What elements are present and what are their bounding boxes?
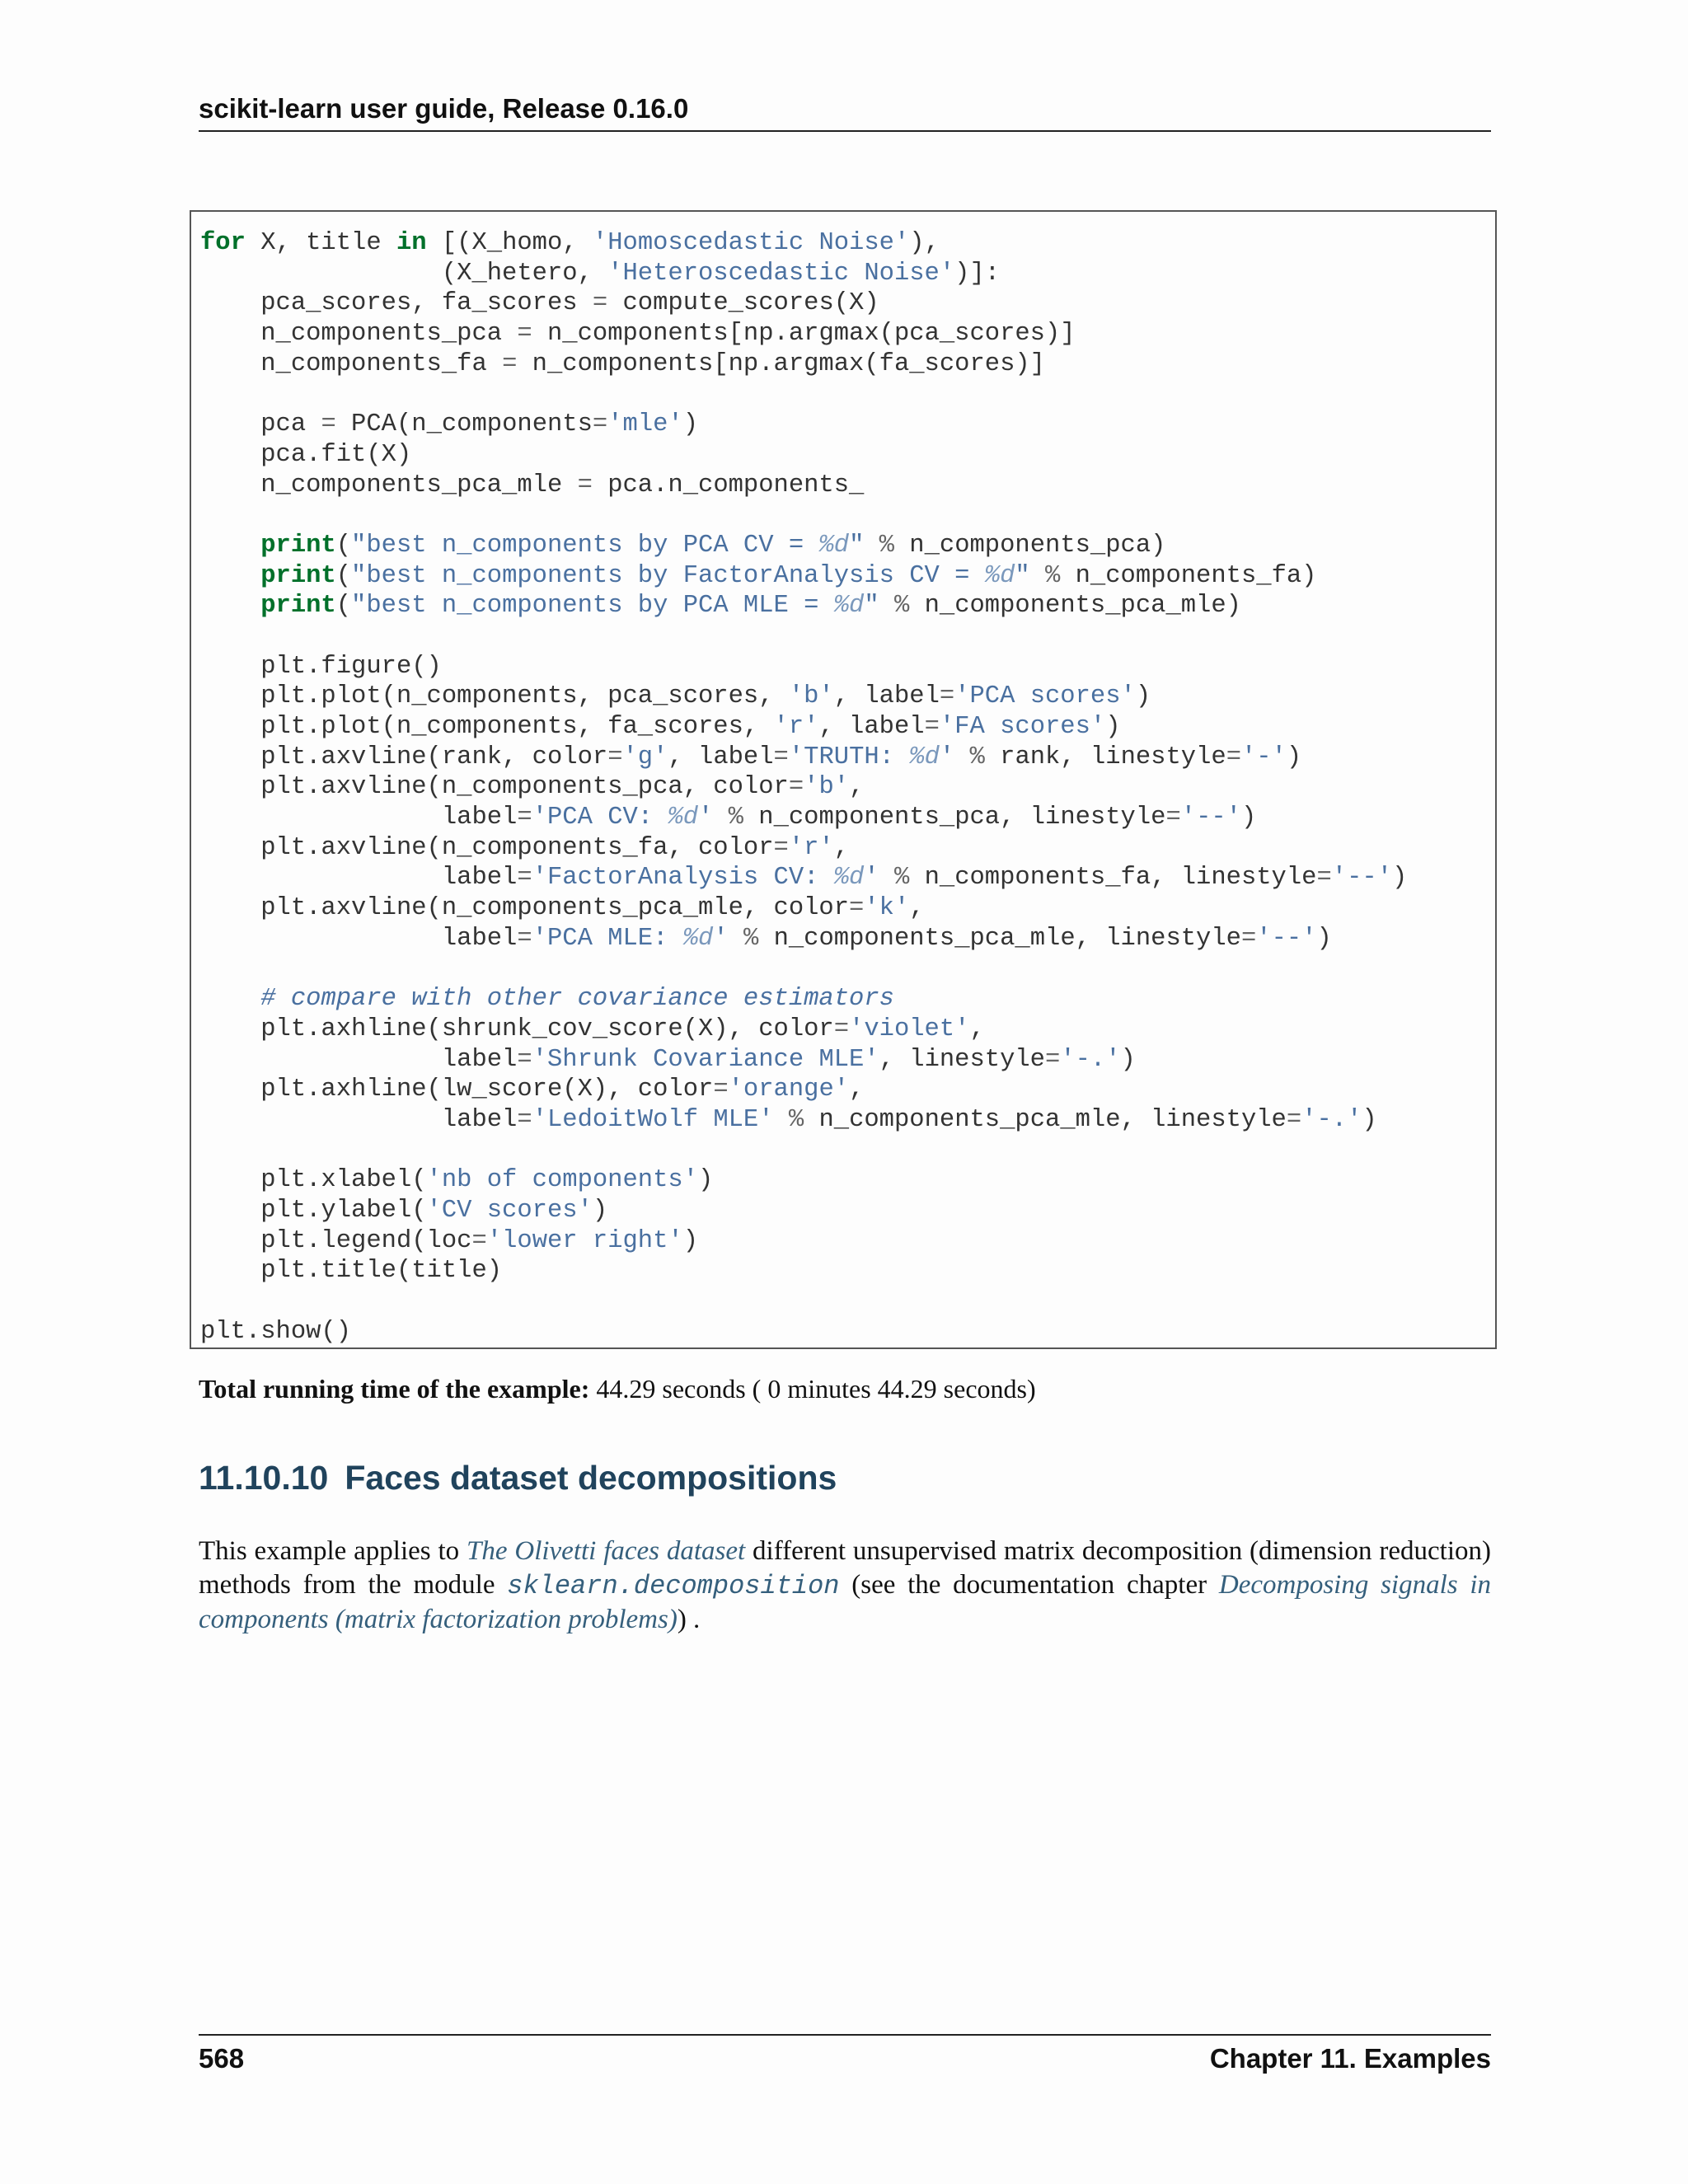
code-operator: = — [1316, 864, 1332, 893]
code-text — [200, 562, 260, 590]
code-string: "best n_components by PCA MLE = — [351, 592, 834, 621]
code-string: ' — [698, 804, 714, 832]
code-text: n_components_pca, linestyle — [758, 804, 1166, 832]
code-text: ) — [592, 1197, 608, 1225]
section-heading — [199, 1457, 1491, 1498]
code-text: pca_scores, fa_scores — [200, 289, 593, 318]
code-operator: = — [788, 773, 804, 802]
code-line-23 — [200, 893, 1407, 924]
code-text: label — [200, 864, 518, 893]
code-string: "best n_components by PCA CV = — [351, 531, 819, 560]
code-line-blank — [200, 1286, 1407, 1317]
code-text: plt.axvline(n_components_pca, color — [200, 773, 789, 802]
code-operator: % — [954, 743, 1001, 771]
code-line-12 — [200, 561, 1407, 592]
code-string: " — [1015, 561, 1030, 590]
code-text: n_components_pca — [200, 320, 518, 349]
code-text: ( — [335, 592, 352, 621]
code-line-8 — [200, 440, 1407, 471]
code-format-spec: %d — [682, 924, 714, 953]
code-text: [(X_homo, — [426, 229, 593, 257]
code-text: plt.axhline(lw_score(X), color — [200, 1076, 714, 1104]
code-string: '--' — [1180, 804, 1241, 832]
section-title: Faces dataset decompositions — [345, 1459, 837, 1497]
code-line-11 — [200, 531, 1407, 561]
code-line-5 — [200, 349, 1407, 380]
code-string: 'PCA CV: — [532, 804, 668, 832]
code-keyword: for — [200, 229, 246, 257]
code-text: n_components_pca_mle — [200, 471, 578, 499]
running-time-value: 44.29 seconds ( 0 minutes 44.29 seconds) — [589, 1374, 1036, 1404]
code-string: 'k' — [864, 894, 910, 923]
code-format-spec: %d — [818, 531, 850, 560]
code-line-blank — [200, 954, 1407, 985]
code-text: pca — [200, 410, 321, 439]
code-line-blank — [200, 621, 1407, 652]
code-text: plt.axvline(n_components_fa, color — [200, 833, 774, 862]
code-line-34 — [200, 1226, 1407, 1257]
intro-paragraph — [199, 1535, 1491, 1637]
code-text: label — [200, 924, 518, 953]
code-text: ) — [698, 1166, 714, 1195]
code-line-24 — [200, 924, 1407, 954]
code-text: rank, linestyle — [1000, 743, 1226, 771]
code-operator: = — [517, 1105, 532, 1134]
page-number: 568 — [199, 2043, 245, 2074]
code-line-18 — [200, 743, 1407, 773]
code-line-16 — [200, 682, 1407, 712]
code-line-3 — [200, 288, 1407, 319]
code-string: ' — [939, 743, 955, 771]
code-text: plt.axvline(rank, color — [200, 743, 608, 771]
running-header: scikit-learn user guide, Release 0.16.0 — [199, 93, 689, 124]
code-operator: = — [502, 349, 518, 378]
code-format-spec: %d — [833, 592, 865, 621]
code-operator: = — [592, 289, 608, 318]
code-text: ( — [335, 531, 352, 560]
code-line-4 — [200, 319, 1407, 349]
code-listing — [200, 228, 1407, 1347]
code-line-blank — [200, 379, 1407, 410]
code-string: "best n_components by FactorAnalysis CV = — [351, 561, 985, 590]
code-string: 'violet' — [849, 1015, 970, 1043]
code-line-37 — [200, 1317, 1407, 1347]
code-operator: = — [1286, 1105, 1302, 1134]
code-text: n_components_fa) — [1075, 561, 1317, 590]
code-text: ) — [682, 410, 699, 439]
header-rule — [199, 130, 1491, 132]
code-text: compute_scores(X) — [607, 289, 879, 318]
code-text: , linestyle — [879, 1045, 1045, 1074]
code-text: ) — [1316, 924, 1332, 953]
code-line-15 — [200, 652, 1407, 682]
code-text: ), — [909, 229, 940, 257]
code-line-1 — [200, 228, 1407, 259]
code-text: ) — [1392, 864, 1408, 893]
code-line-blank — [200, 500, 1407, 531]
code-string: 'FA scores' — [939, 713, 1106, 741]
code-text: plt.plot(n_components, pca_scores, — [200, 682, 789, 711]
code-line-2 — [200, 259, 1407, 289]
code-operator: = — [773, 833, 789, 862]
code-string: 'Homoscedastic Noise' — [592, 229, 910, 257]
code-text: plt.axvline(n_components_pca_mle, color — [200, 894, 850, 923]
code-text: plt.figure() — [200, 652, 442, 681]
code-line-21 — [200, 833, 1407, 864]
code-text: n_components_pca_mle, linestyle — [818, 1105, 1287, 1134]
code-operator: = — [1240, 924, 1257, 953]
code-string: 'FactorAnalysis CV: — [532, 864, 834, 893]
code-text: plt.legend(loc — [200, 1226, 472, 1255]
footer-rule — [199, 2034, 1491, 2036]
code-line-29 — [200, 1075, 1407, 1105]
code-string: " — [864, 592, 879, 621]
code-string: 'b' — [788, 682, 834, 711]
code-line-33 — [200, 1196, 1407, 1226]
code-line-32 — [200, 1165, 1407, 1196]
code-text: ) — [1286, 743, 1302, 771]
code-string: ' — [713, 924, 729, 953]
code-text: label — [200, 1045, 518, 1074]
code-operator: = — [939, 682, 955, 711]
code-operator: = — [607, 743, 623, 771]
code-text: pca.n_components_ — [592, 471, 865, 499]
code-keyword: print — [260, 592, 336, 621]
code-operator: = — [517, 1045, 532, 1074]
code-string: '-' — [1241, 743, 1287, 771]
code-text: , label — [668, 743, 774, 771]
code-text: , — [833, 833, 850, 862]
code-text: plt.ylabel( — [200, 1197, 427, 1225]
code-text: , — [849, 773, 865, 802]
code-text: n_components[np.argmax(pca_scores)] — [532, 320, 1076, 349]
code-line-28 — [200, 1045, 1407, 1076]
code-text: , label — [818, 713, 925, 741]
code-text: plt.xlabel( — [200, 1166, 427, 1195]
code-text: n_components_pca_mle) — [924, 592, 1241, 621]
code-text: ) — [682, 1226, 699, 1255]
sklearn-decomposition-link[interactable]: sklearn.decomposition — [507, 1571, 840, 1601]
code-operator: = — [592, 410, 608, 439]
code-text: (X_hetero, — [200, 259, 608, 288]
code-format-spec: %d — [909, 743, 940, 771]
code-text: plt.title(title) — [200, 1257, 503, 1286]
code-keyword: print — [260, 561, 336, 590]
code-line-20 — [200, 803, 1407, 833]
code-operator: = — [713, 1076, 729, 1104]
code-line-26 — [200, 984, 1407, 1015]
code-operator: = — [517, 924, 532, 953]
code-string: 'mle' — [607, 410, 683, 439]
code-operator: % — [864, 531, 910, 560]
code-text: n_components_fa — [200, 349, 503, 378]
code-text: n_components[np.argmax(fa_scores)] — [517, 349, 1045, 378]
paragraph-text: ) . — [677, 1605, 701, 1634]
code-text: , — [969, 1015, 985, 1043]
code-format-spec: %d — [668, 804, 699, 832]
code-text: ) — [1135, 682, 1151, 711]
code-line-27 — [200, 1015, 1407, 1045]
code-line-blank — [200, 1136, 1407, 1166]
code-operator: = — [577, 471, 593, 499]
code-operator: = — [849, 894, 865, 923]
code-block — [190, 210, 1497, 1349]
running-time-label: Total running time of the example: — [199, 1374, 590, 1404]
paragraph-text: This example applies to — [199, 1536, 467, 1566]
code-string: 'CV scores' — [426, 1197, 593, 1225]
code-line-13 — [200, 591, 1407, 621]
code-keyword: print — [260, 531, 336, 560]
paragraph-text: (see the documentation chapter — [839, 1570, 1219, 1600]
code-string: 'g' — [622, 743, 668, 771]
code-string: 'nb of components' — [426, 1166, 699, 1195]
code-text: ) — [1120, 1045, 1136, 1074]
code-string: 'b' — [804, 773, 850, 802]
running-time — [199, 1372, 1491, 1405]
code-line-30 — [200, 1105, 1407, 1136]
code-string: 'PCA scores' — [954, 682, 1136, 711]
code-line-7 — [200, 410, 1407, 440]
code-operator: % — [773, 1105, 819, 1134]
code-string: 'r' — [788, 833, 834, 862]
section-number: 11.10.10 — [199, 1459, 329, 1497]
code-comment: # compare with other covariance estimators — [260, 985, 894, 1014]
code-string: '--' — [1256, 924, 1317, 953]
code-text: pca.fit(X) — [200, 440, 412, 469]
code-text — [200, 532, 260, 560]
code-text: PCA(n_components — [335, 410, 593, 439]
code-text: )]: — [954, 259, 1001, 288]
code-line-35 — [200, 1256, 1407, 1286]
code-operator: = — [1045, 1045, 1061, 1074]
code-operator: % — [713, 804, 759, 832]
code-text: ) — [1105, 713, 1121, 741]
code-line-19 — [200, 772, 1407, 803]
code-operator: = — [1165, 804, 1181, 832]
code-string: 'TRUTH: — [788, 743, 910, 771]
code-format-spec: %d — [984, 561, 1015, 590]
code-text: label — [200, 1105, 518, 1134]
code-text — [200, 592, 260, 620]
code-text: X, title — [245, 229, 396, 257]
code-operator: = — [517, 864, 532, 893]
code-text: plt.plot(n_components, fa_scores, — [200, 713, 774, 741]
code-string: 'Heteroscedastic Noise' — [607, 259, 955, 288]
code-operator: = — [471, 1226, 487, 1255]
code-format-spec: %d — [833, 864, 865, 893]
paragraph-text: different unsupervised matrix decomposition (dimension reduction) methods from the module — [199, 1536, 1491, 1600]
code-line-9 — [200, 471, 1407, 501]
code-text: n_components_fa, linestyle — [924, 864, 1317, 893]
code-operator: % — [728, 924, 774, 953]
code-line-22 — [200, 863, 1407, 893]
code-string: 'Shrunk Covariance MLE' — [532, 1045, 879, 1074]
code-text: n_components_pca) — [909, 531, 1166, 560]
code-string: '--' — [1331, 864, 1393, 893]
code-string: 'LedoitWolf MLE' — [532, 1105, 774, 1134]
code-line-17 — [200, 712, 1407, 743]
code-operator: = — [517, 320, 532, 349]
code-operator: % — [879, 864, 925, 893]
code-string: 'lower right' — [486, 1226, 683, 1255]
decomposing-signals-link[interactable]: Decomposing signals in components (matrix factorization problems) — [199, 1570, 1491, 1634]
code-text: n_components_pca_mle, linestyle — [773, 924, 1241, 953]
code-operator: = — [924, 713, 940, 741]
code-operator: = — [517, 804, 532, 832]
code-operator: = — [833, 1015, 850, 1043]
code-text: ( — [335, 561, 352, 590]
code-text: plt.show() — [200, 1317, 352, 1346]
code-operator: = — [1226, 743, 1241, 771]
code-operator: % — [1029, 561, 1076, 590]
olivetti-dataset-link[interactable]: The Olivetti faces dataset — [467, 1536, 746, 1566]
code-string: 'orange' — [728, 1076, 850, 1104]
code-string: '-.' — [1060, 1045, 1121, 1074]
code-operator: = — [321, 410, 336, 439]
code-text: label — [200, 804, 518, 832]
code-operator: = — [773, 743, 789, 771]
code-operator: % — [879, 592, 925, 621]
code-string: '-.' — [1301, 1105, 1362, 1134]
chapter-label: Chapter 11. Examples — [1209, 2043, 1491, 2074]
code-string: 'r' — [773, 713, 819, 741]
code-text: ) — [1362, 1105, 1377, 1134]
code-text: , — [849, 1076, 865, 1104]
code-text: plt.axhline(shrunk_cov_score(X), color — [200, 1015, 834, 1043]
code-text: , — [909, 894, 925, 923]
code-string: 'PCA MLE: — [532, 924, 683, 953]
code-string: ' — [864, 864, 879, 893]
code-text — [200, 985, 260, 1013]
code-text: , label — [833, 682, 940, 711]
code-keyword: in — [396, 229, 427, 257]
code-string: " — [849, 531, 865, 560]
code-text: ) — [1240, 804, 1257, 832]
